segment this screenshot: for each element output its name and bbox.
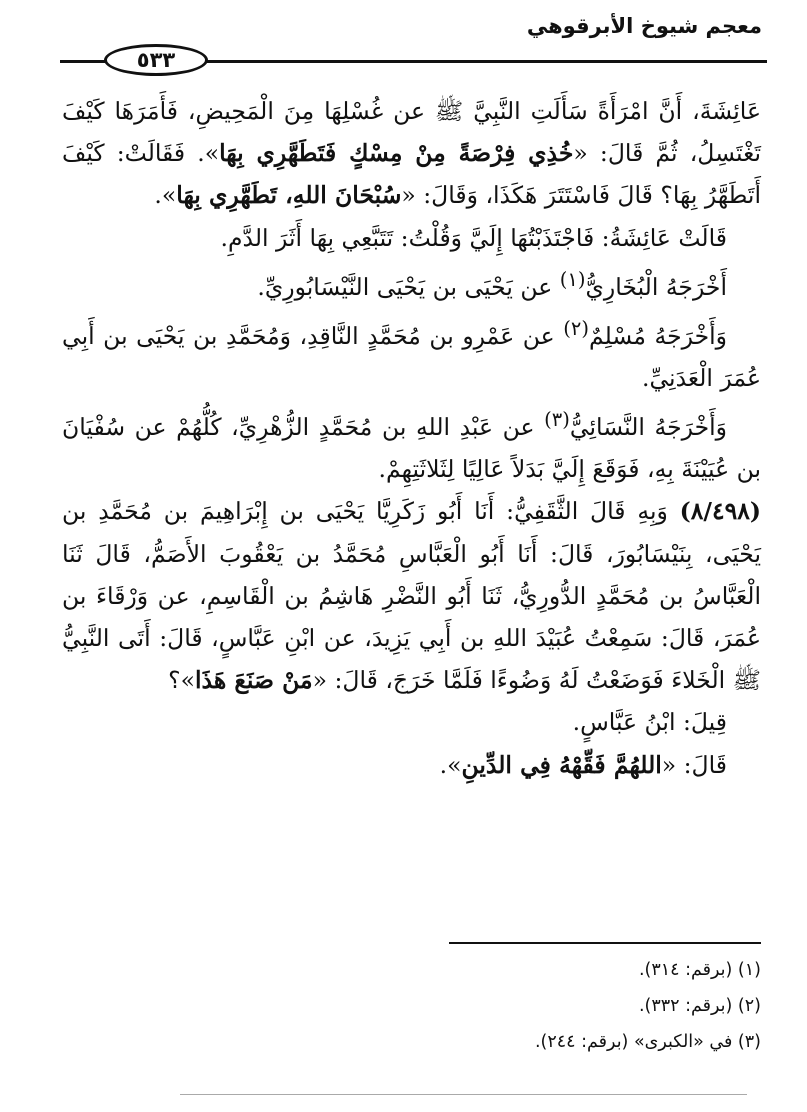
- footnote-ref-2: (٢): [563, 316, 589, 340]
- page-number-oval: [104, 44, 208, 76]
- text-span: ». فَقَالَتْ: كَيْفَ أَتَطَهَّرُ بِهَا؟ قَالَ فَاسْتَتَرَ هَكَذَا، وَقَالَ: «: [62, 139, 761, 210]
- text-span: عن يَحْيَى بن يَحْيَى النَّيْسَابُورِيِّ.: [257, 272, 560, 301]
- paragraph-nasai: [62, 399, 761, 490]
- prophetic-quote: اللهُمَّ فَقِّهْهُ فِي الدِّينِ: [461, 750, 662, 779]
- text-span: »؟: [168, 666, 195, 695]
- hadith-number: (٨/٤٩٨): [679, 497, 761, 526]
- prophetic-quote: مَنْ صَنَعَ هَذَا: [194, 666, 313, 695]
- text-span: عن عَبْدِ اللهِ بن مُحَمَّدٍ الزُّهْرِيِّ، كُلُّهُمْ عن سُفْيَانَ بن عُيَيْنَةَ بِهِ، فَوَقَعَ إِلَيَّ بَدَلاً عَالِيًا لِثَلاثَتِهِمْ.: [62, 412, 761, 484]
- bottom-rule: [180, 1094, 747, 1095]
- footnote-2: (٢) (برقم: ٣٣٢).: [638, 996, 761, 1016]
- prophetic-quote: خُذِي فِرْصَةً مِنْ مِسْكٍ فَتَطَهَّرِي بِهَا: [219, 139, 574, 168]
- running-header-title: معجم شيوخ الأبرقوهي: [526, 14, 762, 38]
- text-span: عَائِشَةَ، أَنَّ امْرَأَةً سَأَلَتِ النَّبِيَّ ﷺ عن غُسْلِهَا مِنَ الْمَحِيضِ، فَأَمَرَهَا كَيْفَ تَغْتَسِلُ، ثُمَّ قَالَ: «: [62, 97, 762, 168]
- text-span: ».: [439, 750, 462, 779]
- footnote-ref-3: (٣): [544, 408, 570, 432]
- paragraph-hadith-text: [62, 90, 761, 217]
- paragraph-aisha-said: قَالَتْ عَائِشَةُ: فَاجْتَذَبْتُهَا إِلَيَّ وَقُلْتُ: تَتَبَّعِي بِهَا أَثَرَ الدَّمِ.: [220, 223, 727, 252]
- text-span: وَبِهِ قَالَ الثَّقَفِيُّ: أَنَا أَبُو زَكَرِيَّا يَحْيَى بن إِبْرَاهِيمَ بن مُحَمَّدِ بن يَحْيَى، بِنَيْسَابُورَ، قَالَ: أَنَا أَبُو الْعَبَّاسِ مُحَمَّدُ بن يَعْقُوبَ الأَصَمُّ، قَالَ ثَنَا الْعَبَّاسُ بن مُحَمَّدٍ الدُّورِيُّ، ثَنَا أَبُو النَّضْرِ هَاشِمُ بن الْقَاسِمِ، عن وَرْقَاءَ بن عُمَرَ، قَالَ: سَمِعْتُ عُبَيْدَ اللهِ بن أَبِي يَزِيدَ، عن ابْنِ عَبَّاسٍ، قَالَ: أَتَى النَّبِيُّ ﷺ الْخَلاءَ فَوَضَعْتُ لَهُ وَضُوءًا فَلَمَّا خَرَجَ، قَالَ: «: [62, 497, 761, 695]
- text-span: وَأَخْرَجَهُ مُسْلِمٌ: [589, 321, 727, 350]
- text-span: وَأَخْرَجَهُ النَّسَائِيُّ: [569, 412, 728, 441]
- text-span: قَالَ: «: [661, 750, 727, 779]
- main-text: [62, 90, 761, 786]
- prophetic-quote: سُبْحَانَ اللهِ، تَطَهَّرِي بِهَا: [176, 181, 402, 210]
- paragraph-muslim: [62, 308, 761, 399]
- footnote-3: (٣) في «الكبرى» (برقم: ٢٤٤).: [534, 1032, 761, 1052]
- text-span: عن عَمْرِو بن مُحَمَّدٍ النَّاقِدِ، وَمُحَمَّدِ بن يَحْيَى بن أَبِي عُمَرَ الْعَدَنِيِّ.: [62, 321, 761, 392]
- paragraph-he-said: [62, 744, 761, 786]
- page-number: ٥٣٣: [136, 48, 176, 72]
- footnotes: [300, 952, 761, 1060]
- text-span: أَخْرَجَهُ الْبُخَارِيُّ: [585, 272, 727, 301]
- footnote-separator: [449, 942, 761, 944]
- footnote-1: (١) (برقم: ٣١٤).: [638, 960, 761, 980]
- footnote-ref-1: (١): [559, 267, 586, 291]
- paragraph-it-was-said: قِيلَ: ابْنُ عَبَّاسٍ.: [572, 708, 727, 737]
- text-span: ».: [154, 181, 177, 210]
- paragraph-hadith-498: [62, 490, 761, 701]
- paragraph-bukhari: [62, 259, 761, 308]
